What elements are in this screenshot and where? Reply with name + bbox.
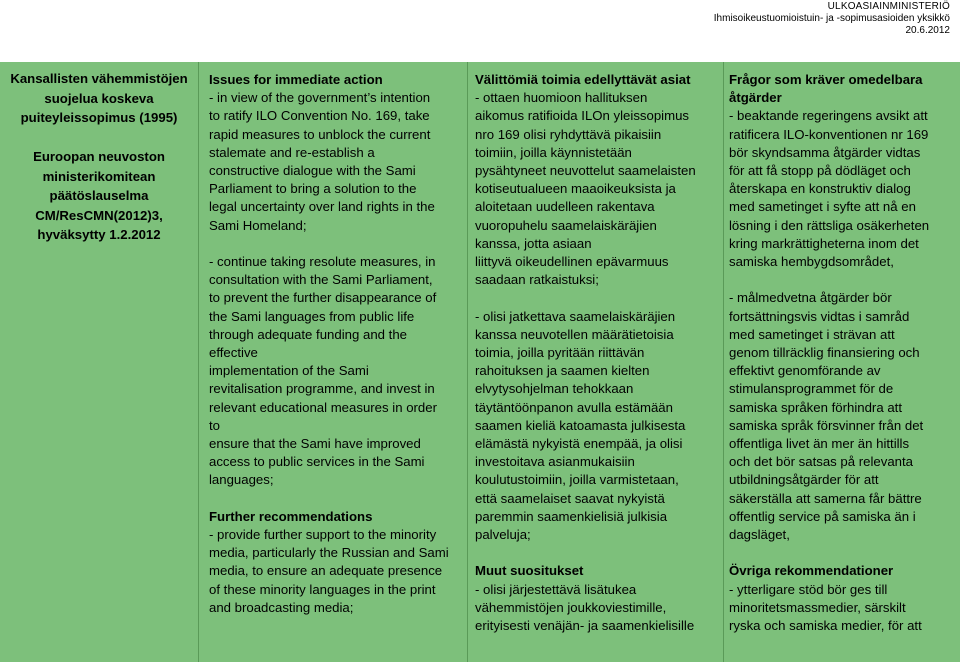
column-divider — [723, 62, 724, 662]
column-finnish — [475, 71, 720, 662]
paragraph: - beaktande regeringens avsikt att ratificera ILO-konventionen nr 169 bör skyndsamma åtgärder vidtas för att få stopp på dödläget och återskapa en konstruktiv dialog med sametinget i syfte att nå en lösning i den rättsliga osäkerheten kring markrättigheterna inom det samiska hembygdsområdet, — [729, 108, 930, 270]
heading-further-recommendations: Övriga rekommendationer — [729, 563, 894, 579]
document-date: 20.6.2012 — [905, 25, 950, 36]
heading-further-recommendations: Muut suositukset — [475, 563, 584, 579]
treaty-title: Kansallisten vähemmistöjen suojelua koskeva puiteyleissopimus (1995) — [10, 71, 188, 125]
paragraph: - olisi jatkettava saamelaiskäräjien kanssa neuvotellen määrätietoisia toimia, joilla pyritään riittävän rahoituksen ja saamen kielten elvytysohjelman tehokkaan täytäntöönpanon avulla estämään saamen kieliä katoamasta julkisesta elämästä nykyistä enempää, ja olisi investoitava asianmukaisiin koulutustoimiin, joilla varmistetaan, että saamelaiset saavat nykyistä paremmin saamenkielisiä julkisia palveluja; — [475, 308, 686, 543]
paragraph: - målmedvetna åtgärder bör fortsättningsvis vidtas i samråd med sametinget i strävan att genom tillräcklig finansiering och effektivt genomförande av stimulansprogrammet för de samiska språken förhindra att samiska språk försvinner från det offentliga livet än mer än hittills och det bör satsas på relevanta utbildningsåtgärder för att säkerställa att samerna får bättre offentlig service på samiska än i dagsläget, — [729, 290, 924, 543]
paragraph: - ytterligare stöd bör ges till minoritetsmassmedier, särskilt ryska och samiska medier, för att — [729, 581, 922, 634]
heading-immediate-action: Issues for immediate action — [209, 72, 383, 87]
paragraph: - continue taking resolute measures, in consultation with the Sami Parliament, to prevent the further disappearance of the Sami languages from public life through adequate funding and the effective implementation of the Sami revitalisation programme, and invest in relevant educational measures in order to ensure that the Sami have improved access to public services in the Sami languages; — [209, 254, 437, 488]
paragraph: - olisi järjestettävä lisätukea vähemmistöjen joukkoviestimille, erityisesti venäjän- ja saamenkielisille — [475, 581, 695, 634]
column-divider — [198, 62, 199, 662]
document-header — [714, 1, 950, 37]
resolution-title: Euroopan neuvoston ministerikomitean päätöslauselma CM/ResCMN(2012)3, hyväksytty 1.2.2012 — [33, 149, 165, 242]
heading-immediate-action: Frågor som kräver omedelbara åtgärder — [729, 72, 923, 106]
column-treaty — [6, 69, 192, 662]
heading-further-recommendations: Further recommendations — [209, 508, 373, 524]
paragraph: - provide further support to the minority media, particularly the Russian and Sami media, to ensure an adequate presence of these minority languages in the print and broadcasting media; — [209, 527, 449, 615]
column-swedish — [729, 71, 959, 662]
comparison-table — [0, 62, 960, 662]
unit-name: Ihmisoikeustuomioistuin- ja -sopimusasioiden yksikkö — [713, 13, 950, 24]
paragraph: - in view of the government’s intention to ratify ILO Convention No. 169, take rapid measures to unblock the current stalemate and re-establish a constructive dialogue with the Sami Parliament to bring a solution to the legal uncertainty over land rights in the Sami Homeland; — [209, 90, 435, 233]
paragraph: - ottaen huomioon hallituksen aikomus ratifioida ILOn yleissopimus nro 169 olisi ryhdyttävä pikaisiin toimiin, joilla käynnistetään pysähtyneet neuvottelut saamelaisten kotiseutualueen maaoikeuksista ja aloitetaan uudelleen rakentava vuoropuhelu saamelaiskäräjien kanssa, jotta asiaan liittyvä oikeudellinen epävarmuus saadaan ratkaistuksi; — [475, 90, 696, 288]
column-english — [209, 71, 464, 662]
column-divider — [467, 62, 468, 662]
ministry-name: ULKOASIAINMINISTERIÖ — [827, 1, 950, 12]
heading-immediate-action: Välittömiä toimia edellyttävät asiat — [475, 72, 691, 87]
